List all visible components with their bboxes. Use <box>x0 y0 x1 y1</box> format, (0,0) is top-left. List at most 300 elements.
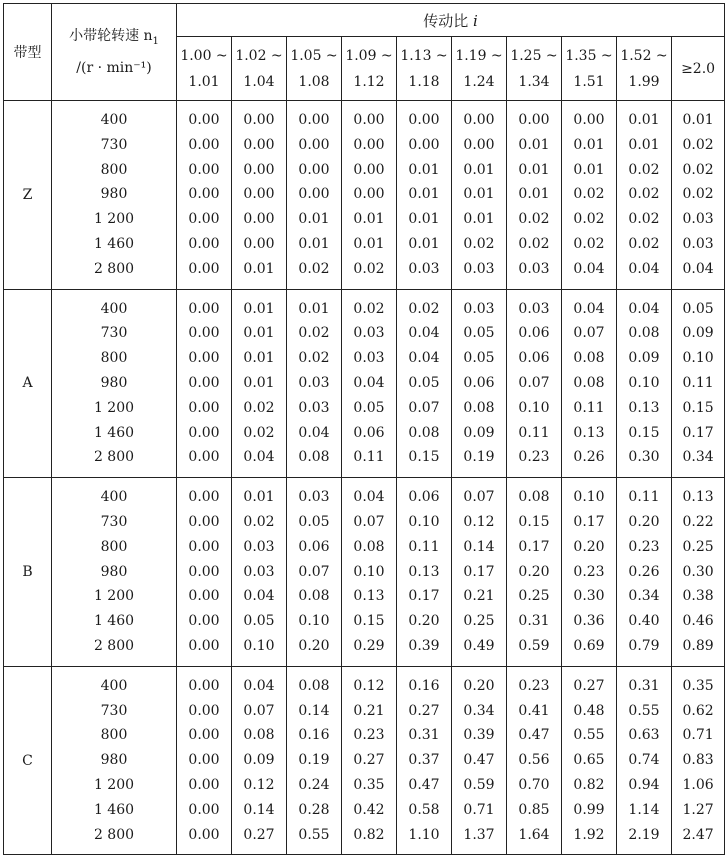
power-increment-value: 0.13 <box>573 424 605 441</box>
power-increment-value: 0.05 <box>463 350 495 367</box>
power-increment-cell <box>672 289 725 478</box>
power-increment-cell <box>177 289 232 478</box>
power-increment-cell <box>232 101 287 290</box>
power-increment-value: 0.37 <box>408 752 440 769</box>
power-increment-value: 0.05 <box>463 325 495 342</box>
power-increment-value: 0.03 <box>408 260 440 277</box>
power-increment-cell <box>232 289 287 478</box>
power-increment-value: 0.19 <box>298 752 330 769</box>
power-increment-value: 0.65 <box>573 752 605 769</box>
power-increment-value: 0.01 <box>628 136 660 153</box>
power-increment-value: 0.10 <box>518 399 550 416</box>
power-increment-value: 0.01 <box>298 300 330 317</box>
power-increment-value: 0.40 <box>628 613 660 630</box>
power-increment-value: 0.01 <box>243 489 275 506</box>
power-increment-value: 0.10 <box>408 513 440 530</box>
power-increment-value: 0.59 <box>518 637 550 654</box>
power-increment-value: 0.10 <box>628 374 660 391</box>
power-increment-value: 0.14 <box>298 702 330 719</box>
power-increment-value: 0.20 <box>518 563 550 580</box>
header-ratio-range-to: 1.24 <box>463 73 495 90</box>
power-increment-value: 0.16 <box>298 727 330 744</box>
pulley-speed-value: 800 <box>100 161 128 178</box>
pulley-speed-value: 980 <box>100 186 128 203</box>
power-increment-value: 0.06 <box>518 350 550 367</box>
belt-type-cell: C <box>4 666 52 855</box>
power-increment-value: 0.00 <box>188 186 220 203</box>
power-increment-value: 0.62 <box>682 702 714 719</box>
power-increment-value: 0.79 <box>628 637 660 654</box>
power-increment-value: 0.15 <box>628 424 660 441</box>
power-increment-value: 0.94 <box>628 776 660 793</box>
pulley-speed-value: 400 <box>100 300 128 317</box>
power-increment-value: 2.19 <box>628 826 660 843</box>
pulley-speed-value: 1 200 <box>93 588 135 605</box>
power-increment-cell <box>507 101 562 290</box>
power-increment-value: 0.00 <box>243 211 275 228</box>
power-increment-value: 0.49 <box>463 637 495 654</box>
power-increment-value: 0.34 <box>682 449 714 466</box>
power-increment-value: 0.01 <box>408 161 440 178</box>
power-increment-cell <box>617 289 672 478</box>
power-increment-value: 0.01 <box>628 112 660 128</box>
header-ratio-range-from: 1.00 ~ <box>180 47 228 64</box>
header-ratio-range-to: 1.34 <box>518 73 550 90</box>
power-increment-value: 0.11 <box>408 538 440 555</box>
power-increment-value: 0.14 <box>463 538 495 555</box>
power-increment-value: 0.00 <box>188 677 220 694</box>
power-increment-value: 0.01 <box>573 136 605 153</box>
power-increment-value: 0.17 <box>518 538 550 555</box>
pulley-speed-value: 2 800 <box>93 449 135 466</box>
power-increment-value: 0.17 <box>682 424 714 441</box>
power-increment-value: 0.08 <box>463 399 495 416</box>
power-increment-value: 1.10 <box>408 826 440 843</box>
belt-type-cell: Z <box>4 101 52 290</box>
power-increment-value: 0.17 <box>463 563 495 580</box>
power-increment-value: 0.04 <box>628 300 660 317</box>
power-increment-cell <box>617 101 672 290</box>
power-increment-value: 0.00 <box>188 260 220 277</box>
power-increment-value: 0.09 <box>463 424 495 441</box>
pulley-speed-value: 730 <box>100 136 128 153</box>
pulley-speed-value: 980 <box>100 374 128 391</box>
power-increment-value: 0.05 <box>298 513 330 530</box>
header-ratio-range <box>232 37 287 101</box>
power-increment-cell <box>177 478 232 667</box>
power-increment-value: 0.56 <box>518 752 550 769</box>
power-increment-value: 0.07 <box>463 489 495 506</box>
power-increment-value: 0.14 <box>243 801 275 818</box>
power-increment-value: 0.00 <box>353 161 385 178</box>
power-increment-value: 0.02 <box>298 260 330 277</box>
power-increment-value: 0.83 <box>682 752 714 769</box>
power-increment-value: 0.25 <box>682 538 714 555</box>
power-increment-value: 0.06 <box>353 424 385 441</box>
power-increment-value: 0.20 <box>628 513 660 530</box>
power-increment-value: 0.01 <box>353 211 385 228</box>
power-increment-value: 0.69 <box>573 637 605 654</box>
header-ratio-range-from: 1.35 ~ <box>565 47 613 64</box>
power-increment-value: 0.00 <box>188 702 220 719</box>
power-increment-value: 0.05 <box>353 399 385 416</box>
power-increment-value: 0.11 <box>353 449 385 466</box>
belt-group-row <box>4 666 725 855</box>
power-increment-cell <box>342 101 397 290</box>
power-increment-value: 0.00 <box>188 350 220 367</box>
header-ratio-range-from: 1.13 ~ <box>400 47 448 64</box>
power-increment-value: 0.15 <box>682 399 714 416</box>
power-increment-value: 0.47 <box>463 752 495 769</box>
power-increment-value: 0.08 <box>573 350 605 367</box>
power-increment-cell <box>177 101 232 290</box>
power-increment-value: 0.36 <box>573 613 605 630</box>
power-increment-value: 1.27 <box>682 801 714 818</box>
power-increment-value: 0.01 <box>298 211 330 228</box>
power-increment-value: 0.02 <box>408 300 440 317</box>
power-increment-value: 0.02 <box>298 325 330 342</box>
power-increment-value: 0.02 <box>682 136 714 153</box>
power-increment-value: 0.27 <box>353 752 385 769</box>
power-increment-value: 0.29 <box>353 637 385 654</box>
power-increment-value: 0.09 <box>682 325 714 342</box>
power-increment-value: 0.21 <box>463 588 495 605</box>
power-increment-value: 0.15 <box>518 513 550 530</box>
power-increment-cell <box>342 478 397 667</box>
power-increment-value: 0.03 <box>298 399 330 416</box>
power-increment-value: 0.30 <box>573 588 605 605</box>
power-increment-cell <box>397 666 452 855</box>
power-increment-cell <box>507 289 562 478</box>
power-increment-value: 0.03 <box>463 260 495 277</box>
pulley-speed-value: 980 <box>100 563 128 580</box>
power-increment-value: 0.03 <box>353 325 385 342</box>
power-increment-value: 0.02 <box>353 300 385 317</box>
power-increment-value: 0.25 <box>463 613 495 630</box>
power-increment-value: 0.00 <box>408 136 440 153</box>
power-increment-value: 0.13 <box>353 588 385 605</box>
power-increment-value: 0.01 <box>243 325 275 342</box>
power-increment-value: 0.02 <box>243 399 275 416</box>
power-increment-value: 0.16 <box>408 677 440 694</box>
power-increment-value: 0.06 <box>298 538 330 555</box>
power-increment-table-container <box>3 3 725 855</box>
power-increment-value: 0.03 <box>682 211 714 228</box>
power-increment-value: 0.00 <box>188 136 220 153</box>
power-increment-value: 0.03 <box>298 374 330 391</box>
power-increment-value: 0.02 <box>628 161 660 178</box>
power-increment-value: 0.12 <box>353 677 385 694</box>
power-increment-value: 0.02 <box>682 186 714 203</box>
power-increment-value: 1.92 <box>573 826 605 843</box>
header-ratio-range <box>342 37 397 101</box>
header-ratio-range-to: 1.04 <box>243 73 275 90</box>
pulley-speed-value: 980 <box>100 752 128 769</box>
power-increment-value: 0.55 <box>573 727 605 744</box>
power-increment-cell <box>342 289 397 478</box>
pulley-speed-value: 1 200 <box>93 211 135 228</box>
power-increment-value: 0.03 <box>243 563 275 580</box>
power-increment-value: 0.01 <box>408 235 440 252</box>
belt-group-row <box>4 478 725 667</box>
power-increment-value: 0.00 <box>243 112 275 128</box>
power-increment-value: 0.38 <box>682 588 714 605</box>
power-increment-cell <box>507 478 562 667</box>
power-increment-value: 0.00 <box>298 136 330 153</box>
power-increment-value: 0.82 <box>573 776 605 793</box>
pulley-speed-value: 1 460 <box>93 235 135 252</box>
header-ratio-range-to: 1.01 <box>188 73 220 90</box>
power-increment-value: 0.26 <box>628 563 660 580</box>
pulley-speed-value: 1 460 <box>93 424 135 441</box>
pulley-speed-value: 730 <box>100 513 128 530</box>
pulley-speed-cell <box>52 289 177 478</box>
power-increment-value: 0.01 <box>518 161 550 178</box>
power-increment-value: 0.10 <box>573 489 605 506</box>
power-increment-value: 1.14 <box>628 801 660 818</box>
power-increment-value: 0.04 <box>353 374 385 391</box>
power-increment-value: 0.01 <box>463 211 495 228</box>
power-increment-value: 0.00 <box>353 136 385 153</box>
power-increment-value: 0.01 <box>353 235 385 252</box>
header-speed-line2: /(r · min⁻¹) <box>76 59 152 76</box>
power-increment-value: 0.13 <box>408 563 440 580</box>
header-ratio-range <box>562 37 617 101</box>
power-increment-value: 0.00 <box>188 752 220 769</box>
power-increment-value: 0.35 <box>353 776 385 793</box>
power-increment-value: 0.23 <box>628 538 660 555</box>
power-increment-value: 0.02 <box>628 186 660 203</box>
pulley-speed-value: 730 <box>100 702 128 719</box>
power-increment-cell <box>562 101 617 290</box>
power-increment-value: 0.08 <box>298 677 330 694</box>
power-increment-value: 0.00 <box>518 112 550 128</box>
power-increment-value: 0.00 <box>188 374 220 391</box>
header-ratio-range <box>287 37 342 101</box>
power-increment-value: 0.07 <box>353 513 385 530</box>
power-increment-value: 0.39 <box>463 727 495 744</box>
header-ratio-range-to: 1.12 <box>353 73 385 90</box>
power-increment-value: 0.08 <box>408 424 440 441</box>
power-increment-value: 0.05 <box>682 300 714 317</box>
power-increment-value: 0.00 <box>243 136 275 153</box>
power-increment-value: 0.08 <box>628 325 660 342</box>
pulley-speed-value: 800 <box>100 538 128 555</box>
pulley-speed-value: 2 800 <box>93 260 135 277</box>
power-increment-cell <box>672 666 725 855</box>
power-increment-cell <box>452 289 507 478</box>
power-increment-value: 0.01 <box>243 374 275 391</box>
power-increment-value: 0.00 <box>188 161 220 178</box>
power-increment-value: 0.22 <box>682 513 714 530</box>
power-increment-value: 0.63 <box>628 727 660 744</box>
power-increment-value: 0.26 <box>573 449 605 466</box>
power-increment-value: 0.04 <box>243 677 275 694</box>
power-increment-value: 0.05 <box>243 613 275 630</box>
power-increment-value: 0.24 <box>298 776 330 793</box>
power-increment-value: 0.00 <box>188 563 220 580</box>
power-increment-value: 0.02 <box>682 161 714 178</box>
power-increment-cell <box>397 478 452 667</box>
power-increment-value: 0.27 <box>573 677 605 694</box>
power-increment-value: 0.07 <box>573 325 605 342</box>
power-increment-cell <box>452 478 507 667</box>
power-increment-value: 0.13 <box>682 489 714 506</box>
power-increment-value: 0.00 <box>243 235 275 252</box>
power-increment-value: 0.03 <box>463 300 495 317</box>
power-increment-value: 0.11 <box>573 399 605 416</box>
belt-group-row <box>4 289 725 478</box>
power-increment-value: 0.48 <box>573 702 605 719</box>
power-increment-value: 0.07 <box>408 399 440 416</box>
power-increment-value: 0.15 <box>408 449 440 466</box>
power-increment-value: 0.02 <box>573 211 605 228</box>
belt-type-cell: B <box>4 478 52 667</box>
power-increment-value: 0.15 <box>353 613 385 630</box>
power-increment-value: 0.17 <box>573 513 605 530</box>
header-ratio-range-from: 1.02 ~ <box>235 47 283 64</box>
power-increment-cell <box>287 289 342 478</box>
power-increment-value: 0.02 <box>628 211 660 228</box>
power-increment-value: 0.35 <box>682 677 714 694</box>
power-increment-cell <box>397 101 452 290</box>
power-increment-value: 0.01 <box>408 186 440 203</box>
power-increment-value: 1.37 <box>463 826 495 843</box>
power-increment-value: 0.02 <box>463 235 495 252</box>
power-increment-cell <box>562 478 617 667</box>
power-increment-value: 0.07 <box>243 702 275 719</box>
pulley-speed-value: 1 460 <box>93 801 135 818</box>
power-increment-value: 0.28 <box>298 801 330 818</box>
power-increment-value: 0.08 <box>298 449 330 466</box>
power-increment-value: 0.23 <box>573 563 605 580</box>
power-increment-cell <box>287 478 342 667</box>
power-increment-value: 0.01 <box>243 350 275 367</box>
power-increment-value: 0.03 <box>682 235 714 252</box>
power-increment-value: 0.00 <box>188 776 220 793</box>
power-increment-value: 0.00 <box>243 186 275 203</box>
power-increment-value: 0.00 <box>188 538 220 555</box>
power-increment-value: 0.25 <box>518 588 550 605</box>
power-increment-value: 0.31 <box>408 727 440 744</box>
power-increment-value: 0.08 <box>573 374 605 391</box>
power-increment-value: 0.00 <box>188 325 220 342</box>
header-ratio-range-to: 1.99 <box>628 73 660 90</box>
header-speed-line1: 小带轮转速 $n_1$ <box>69 28 159 47</box>
power-increment-value: 0.09 <box>628 350 660 367</box>
power-increment-value: 0.27 <box>408 702 440 719</box>
power-increment-value: 0.19 <box>463 449 495 466</box>
power-increment-value: 0.02 <box>353 260 385 277</box>
power-increment-value: 0.04 <box>353 489 385 506</box>
power-increment-value: 0.03 <box>298 489 330 506</box>
header-ratio-range-to: 1.51 <box>573 73 605 90</box>
power-increment-value: 0.02 <box>518 235 550 252</box>
power-increment-value: 0.00 <box>188 300 220 317</box>
power-increment-value: 0.00 <box>188 826 220 843</box>
power-increment-value: 0.31 <box>628 677 660 694</box>
power-increment-value: 0.02 <box>298 350 330 367</box>
header-belt-type: 带型 <box>4 4 52 101</box>
power-increment-value: 0.04 <box>408 325 440 342</box>
power-increment-value: 0.59 <box>463 776 495 793</box>
power-increment-value: 0.06 <box>408 489 440 506</box>
power-increment-value: 0.06 <box>463 374 495 391</box>
power-increment-value: 0.00 <box>188 424 220 441</box>
header-ratio-range-from: 1.05 ~ <box>290 47 338 64</box>
power-increment-value: 0.42 <box>353 801 385 818</box>
power-increment-value: 0.00 <box>243 161 275 178</box>
power-increment-value: 1.64 <box>518 826 550 843</box>
header-ratio-range <box>507 37 562 101</box>
power-increment-value: 0.82 <box>353 826 385 843</box>
power-increment-value: 0.11 <box>628 489 660 506</box>
power-increment-value: 0.04 <box>298 424 330 441</box>
power-increment-value: 0.02 <box>573 186 605 203</box>
power-increment-value: 0.10 <box>682 350 714 367</box>
power-increment-value: 0.00 <box>463 112 495 128</box>
power-increment-value: 0.01 <box>682 112 714 128</box>
power-increment-value: 0.12 <box>463 513 495 530</box>
header-ratio-range <box>617 37 672 101</box>
power-increment-value: 0.85 <box>518 801 550 818</box>
pulley-speed-value: 1 460 <box>93 613 135 630</box>
power-increment-value: 0.02 <box>573 235 605 252</box>
power-increment-value: 0.23 <box>518 677 550 694</box>
power-increment-value: 0.71 <box>463 801 495 818</box>
header-ratio-range-from: 1.19 ~ <box>455 47 503 64</box>
power-increment-value: 0.58 <box>408 801 440 818</box>
power-increment-value: 0.01 <box>463 186 495 203</box>
power-increment-value: 0.04 <box>682 260 714 277</box>
power-increment-value: 0.30 <box>682 563 714 580</box>
power-increment-value: 0.30 <box>628 449 660 466</box>
power-increment-cell <box>617 666 672 855</box>
power-increment-value: 0.04 <box>573 300 605 317</box>
header-ratio-range-to: 1.18 <box>408 73 440 90</box>
power-increment-value: 0.00 <box>188 489 220 506</box>
power-increment-value: 0.06 <box>518 325 550 342</box>
power-increment-value: 0.01 <box>298 235 330 252</box>
pulley-speed-value: 400 <box>100 677 128 694</box>
power-increment-value: 0.01 <box>518 136 550 153</box>
power-increment-value: 0.00 <box>298 161 330 178</box>
power-increment-value: 0.00 <box>188 727 220 744</box>
belt-type-cell: A <box>4 289 52 478</box>
power-increment-value: 0.00 <box>353 186 385 203</box>
power-increment-cell <box>672 478 725 667</box>
power-increment-cell <box>672 101 725 290</box>
power-increment-value: 0.13 <box>628 399 660 416</box>
power-increment-value: 0.00 <box>188 801 220 818</box>
power-increment-value: 0.00 <box>188 637 220 654</box>
header-ratio-range-from: 1.52 ~ <box>620 47 668 64</box>
table-body <box>4 101 725 855</box>
header-ratio-range <box>672 37 725 101</box>
power-increment-value: 0.21 <box>353 702 385 719</box>
power-increment-value: 0.02 <box>243 513 275 530</box>
power-increment-value: 0.71 <box>682 727 714 744</box>
power-increment-cell <box>287 666 342 855</box>
power-increment-value: 0.46 <box>682 613 714 630</box>
power-increment-value: 0.03 <box>518 260 550 277</box>
power-increment-value: 0.05 <box>408 374 440 391</box>
power-increment-value: 0.47 <box>408 776 440 793</box>
power-increment-cell <box>452 101 507 290</box>
power-increment-value: 0.02 <box>518 211 550 228</box>
power-increment-value: 0.02 <box>243 424 275 441</box>
header-ratio-range-from: ≥2.0 <box>681 60 716 77</box>
